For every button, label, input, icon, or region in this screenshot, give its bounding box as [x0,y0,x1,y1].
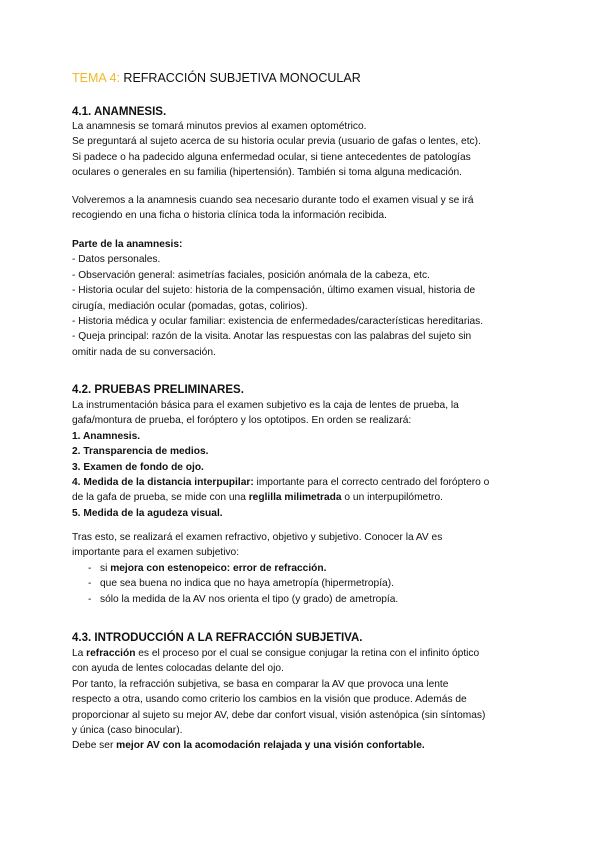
text-line: La anamnesis se tomará minutos previos al examen optométrico. [72,121,367,132]
list-item: de la gafa de prueba, se mide con una reglilla milimetrada o un interpupilómetro. [72,492,443,504]
text-line: con ayuda de lentes colocadas delante del ojo. [72,663,284,675]
text-line: Por tanto, la refracción subjetiva, se basa en comparar la AV que provoca una lente [72,678,449,690]
text-line: proporcionar al sujeto su mejor AV, debe dar confort visual, visión astenópica (sin síntomas) [72,709,486,721]
introduccion-paragraph [72,646,537,754]
list-item: 3. Examen de fondo de ojo. [72,461,204,473]
list-item: - Datos personales. [72,254,161,266]
text-line: La instrumentación básica para el examen subjetivo es la caja de lentes de prueba, la [72,400,459,411]
title-text: REFRACCIÓN SUBJETIVA MONOCULAR [123,71,361,85]
list-item: - sólo la medida de la AV nos orienta el tipo (y grado) de ametropía. [72,592,537,607]
text-line: importante para el examen subjetivo: [72,547,240,559]
list-item: 2. Transparencia de medios. [72,446,209,458]
pruebas-after [72,530,537,607]
list-item: - Historia médica y ocular familiar: existencia de enfermedades/características hereditarias. [72,316,484,328]
anamnesis-paragraph-1 [72,119,537,181]
text-line: Volveremos a la anamnesis cuando sea necesario durante todo el examen visual y se irá [72,195,474,206]
list-item: 5. Medida de la agudeza visual. [72,507,223,519]
title-tema: TEMA 4: [72,71,120,85]
anamnesis-paragraph-2 [72,193,537,224]
list-item: - si mejora con estenopeico: error de refracción. [72,561,537,576]
text-line: La refracción es el proceso por el cual se consigue conjugar la retina con el infinito óptico [72,648,480,659]
page-title [72,71,361,85]
list-item: 1. Anamnesis. [72,430,141,442]
text-line: Si padece o ha padecido alguna enfermedad ocular, si tiene antecedentes de patologías [72,151,471,163]
section-heading-introduccion: 4.3. INTRODUCCIÓN A LA REFRACCIÓN SUBJETIVA. [72,632,363,644]
section-heading-pruebas: 4.2. PRUEBAS PRELIMINARES. [72,384,244,396]
text-line: Tras esto, se realizará el examen refractivo, objetivo y subjetivo. Conocer la AV es [72,532,443,543]
pruebas-intro [72,398,537,521]
section-heading-anamnesis: 4.1. ANAMNESIS. [72,106,167,118]
list-item: - Queja principal: razón de la visita. Anotar las respuestas con las palabras del sujeto sin [72,331,472,343]
text-line: recogiendo en una ficha o historia clínica toda la información recibida. [72,210,387,222]
parts-title: Parte de la anamnesis: [72,239,183,250]
anamnesis-parts [72,237,537,360]
list-item: - Observación general: asimetrías faciales, posición anómala de la cabeza, etc. [72,269,430,281]
text-line: y única (caso binocular). [72,725,183,737]
text-line: Se preguntará al sujeto acerca de su historia ocular previa (usuario de gafas o lentes, etc). [72,136,481,148]
list-item: - que sea buena no indica que no haya ametropía (hipermetropía). [72,576,537,591]
text-line: oculares o generales en su familia (hipertensión). También si toma alguna medicación. [72,167,462,179]
list-item: 4. Medida de la distancia interpupilar: importante para el correcto centrado del foróptero o [72,477,490,489]
list-item: - Historia ocular del sujeto: historia de la compensación, último examen visual, historia de [72,285,476,297]
text-line: Debe ser mejor AV con la acomodación relajada y una visión confortable. [72,740,425,752]
text-line: respecto a otra, usando como criterio los cambios en la visión que produce. Además de [72,694,467,706]
av-bullet-list [72,561,537,607]
list-item: omitir nada de su conversación. [72,346,216,358]
list-item: cirugía, mediación ocular (pomadas, gotas, colirios). [72,300,308,312]
text-line: gafa/montura de prueba, el foróptero y los optotipos. En orden se realizará: [72,415,412,427]
